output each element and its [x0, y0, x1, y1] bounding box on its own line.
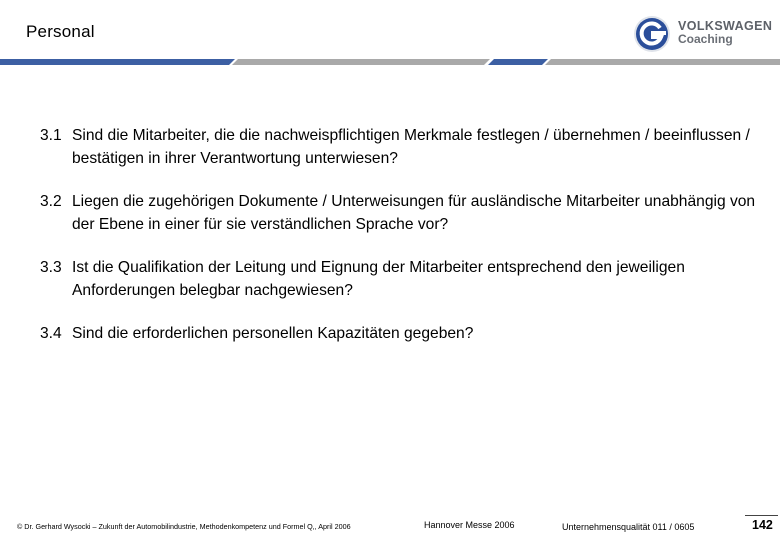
- page-footer: [0, 512, 780, 540]
- logo-sub-text: Coaching: [678, 32, 733, 46]
- page-number-divider: [745, 515, 778, 516]
- question-item: [40, 190, 760, 236]
- footer-event: Hannover Messe 2006: [424, 520, 515, 530]
- question-text: Liegen die zugehörigen Dokumente / Unterweisungen für ausländische Mitarbeiter unabhängig von der Ebene in einer für sie verständlichen Sprache vor?: [72, 193, 756, 233]
- question-list: [40, 124, 760, 365]
- question-number: 3.4: [40, 325, 62, 342]
- question-number: 3.1: [40, 127, 62, 144]
- header-stripe: [0, 59, 780, 65]
- footer-copyright: © Dr. Gerhard Wysocki – Zukunft der Automobilindustrie, Methodenkompetenz und Formel Q,, April 2006: [17, 522, 351, 531]
- volkswagen-coaching-logo: [633, 14, 773, 54]
- question-text: Sind die Mitarbeiter, die die nachweispflichtigen Merkmale festlegen / übernehmen / beeinflussen / bestätigen in ihrer Verantwortung unterwiesen?: [72, 127, 750, 167]
- question-text: Sind die erforderlichen personellen Kapazitäten gegeben?: [72, 325, 474, 342]
- vw-coaching-emblem-icon: [633, 15, 671, 53]
- question-item: [40, 322, 760, 345]
- question-item: [40, 124, 760, 170]
- logo-brand-text: VOLKSWAGEN: [678, 19, 773, 33]
- page-title: Personal: [26, 22, 95, 41]
- question-text: Ist die Qualifikation der Leitung und Eignung der Mitarbeiter entsprechend den jeweiligen Anforderungen belegbar nachgewiesen?: [72, 259, 685, 299]
- question-item: [40, 256, 760, 302]
- question-number: 3.2: [40, 193, 62, 210]
- page-number: 142: [752, 518, 773, 532]
- footer-document-id: Unternehmensqualität 011 / 0605: [562, 522, 695, 532]
- question-number: 3.3: [40, 259, 62, 276]
